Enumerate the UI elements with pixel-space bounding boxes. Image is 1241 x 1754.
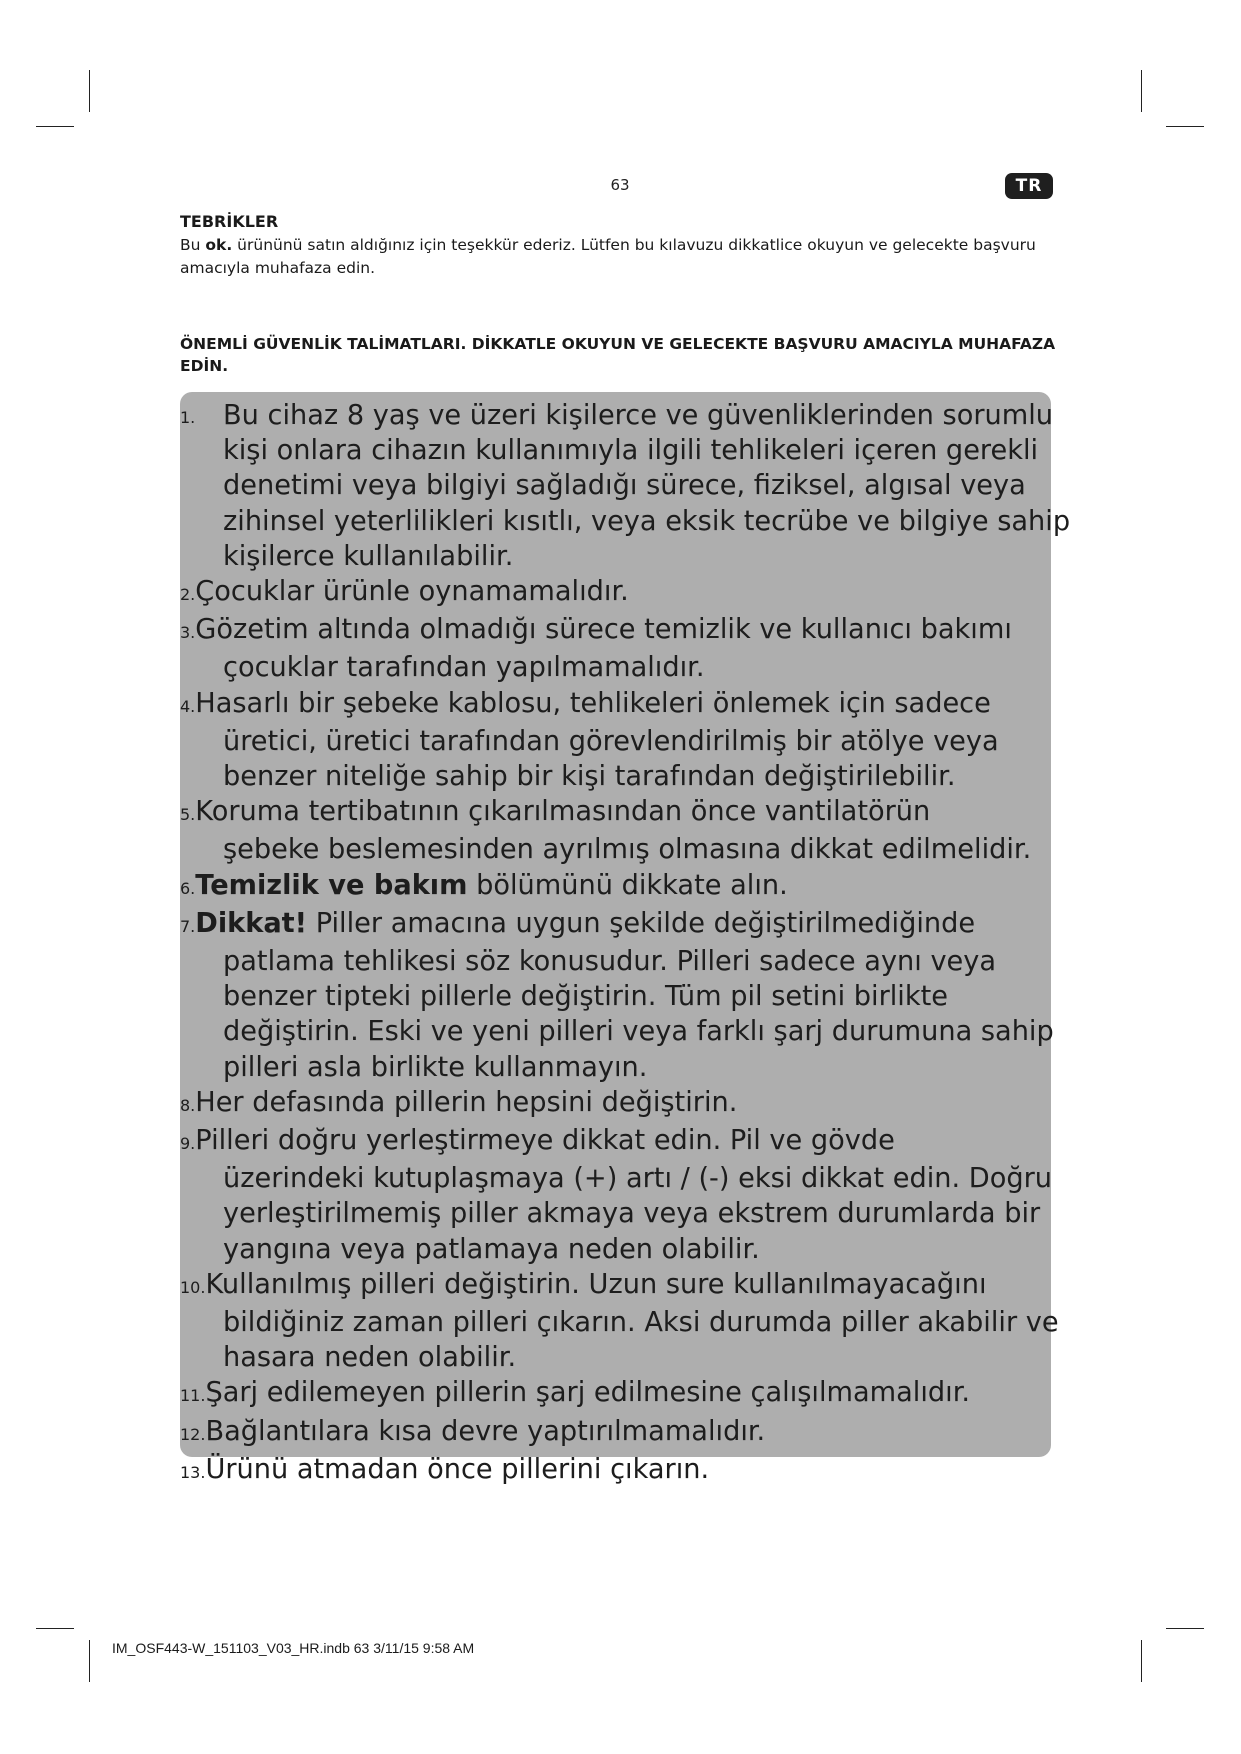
safety-item: 8.Her defasında pillerin hepsini değiştirin. <box>180 1086 738 1118</box>
page-number: 63 <box>610 176 630 194</box>
safety-item: 9.Pilleri doğru yerleştirmeye dikkat edin. Pil ve gövde üzerindeki kutuplaşmaya (+) artı / (-) eksi dikkat edin. Doğru yerleştirilmemiş piller akmaya veya ekstrem durumlarda bir yangına veya patlamaya neden olabilir. <box>180 1125 1053 1265</box>
crop-mark <box>1141 1640 1142 1682</box>
safety-title: ÖNEMLİ GÜVENLİK TALİMATLARI. DİKKATLE OKUYUN VE GELECEKTE BAŞVURU AMACIYLA MUHAFAZA EDİN. <box>180 335 1056 375</box>
crop-mark <box>36 126 74 127</box>
safety-item: 5.Koruma tertibatının çıkarılmasından önce vantilatörün şebeke beslemesinden ayrılmış olmasına dikkat edilmelidir. <box>180 796 1032 866</box>
language-badge: TR <box>1005 173 1053 199</box>
safety-instructions-box <box>180 392 1071 1485</box>
safety-item: 4.Hasarlı bir şebeke kablosu, tehlikeleri önlemek için sadece üretici, üretici tarafından görevlendirilmiş bir atölye veya benzer niteliğe sahip bir kişi tarafından değiştirilebilir. <box>180 687 999 793</box>
safety-item: 2.Çocuklar ürünle oynamamalıdır. <box>180 576 629 608</box>
intro-heading: TEBRİKLER <box>180 212 279 231</box>
safety-item: 12.Bağlantılara kısa devre yaptırılmamalıdır. <box>180 1415 766 1447</box>
safety-item: 3.Gözetim altında olmadığı sürece temizlik ve kullanıcı bakımı çocuklar tarafından yapılmamalıdır. <box>180 614 1012 684</box>
safety-item: 11.Şarj edilemeyen pillerin şarj edilmesine çalışılmamalıdır. <box>180 1377 971 1409</box>
crop-mark <box>1141 70 1142 112</box>
safety-item: 6.Temizlik ve bakım bölümünü dikkate alın. <box>180 869 788 901</box>
intro-text: Bu ok. ürününü satın aldığınız için teşekkür ederiz. Lütfen bu kılavuzu dikkatlice okuyun ve gelecekte başvuru amacıyla muhafaza edin. <box>180 236 1036 277</box>
print-info-footer: IM_OSF443-W_151103_V03_HR.indb 63 3/11/15 9:58 AM <box>112 1640 475 1656</box>
safety-item: 7.Dikkat! Piller amacına uygun şekilde değiştirilmediğinde patlama tehlikesi söz konusudur. Pilleri sadece aynı veya benzer tipteki pillerle değiştirin. Tüm pil setini birlikte değiştirin. Eski ve yeni pilleri veya farklı şarj durumuna sahip pilleri asla birlikte kullanmayın. <box>180 907 1054 1083</box>
crop-mark <box>36 1628 74 1629</box>
safety-item: 1. Bu cihaz 8 yaş ve üzeri kişilerce ve güvenliklerinden sorumlu kişi onlara cihazın kullanımıyla ilgili tehlikeleri içeren gerekli denetimi veya bilgiyi sağladığı sürece, fiziksel, algısal veya zihinsel yeterlilikleri kısıtlı, veya eksik tecrübe ve bilgiye sahip kişilerce kullanılabilir. <box>180 400 1071 572</box>
crop-mark <box>89 1640 90 1682</box>
crop-mark <box>1166 126 1204 127</box>
safety-item: 13.Ürünü atmadan önce pillerini çıkarın. <box>180 1453 710 1485</box>
crop-mark <box>1166 1628 1204 1629</box>
safety-item: 10.Kullanılmış pilleri değiştirin. Uzun sure kullanılmayacağını bildiğiniz zaman pilleri çıkarın. Aksi durumda piller akabilir ve hasara neden olabilir. <box>180 1268 1059 1374</box>
brand-name: ok. <box>205 236 233 254</box>
crop-mark <box>89 70 90 112</box>
